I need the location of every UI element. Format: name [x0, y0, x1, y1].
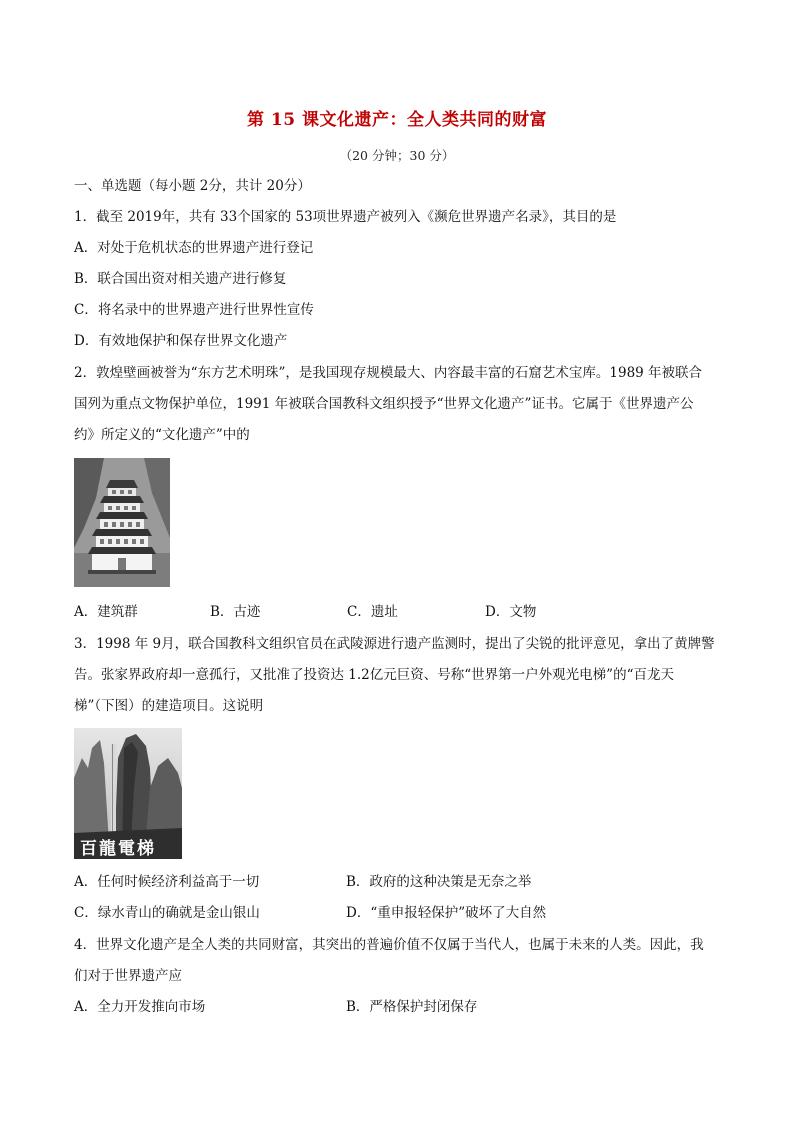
question-3-option-b: B．政府的这种决策是无奈之举	[346, 874, 532, 890]
question-3-stem-line-2: 告。张家界政府却一意孤行，又批准了投资达 1.2亿元巨资、号称“世界第一户外观光电梯”的“百龙天	[74, 667, 674, 683]
question-2-option-c: C．遗址	[347, 604, 398, 620]
question-1-stem: 1．截至 2019年，共有 33个国家的 53项世界遗产被列入《濒危世界遗产名录》，其目的是	[74, 209, 617, 225]
bailong-elevator-photo	[74, 728, 182, 859]
photo-caption: 百龍電梯	[80, 839, 156, 859]
question-1-option-a: A．对处于危机状态的世界遗产进行登记	[74, 240, 314, 256]
question-1-option-d: D．有效地保护和保存世界文化遗产	[74, 333, 288, 349]
question-3-stem-line-3: 梯”（下图）的建造项目。这说明	[74, 698, 264, 714]
question-2-option-a: A．建筑群	[74, 604, 138, 620]
question-4-option-a: A．全力开发推向市场	[74, 999, 206, 1015]
mogao-pagoda-photo	[74, 458, 170, 587]
question-1-option-c: C．将名录中的世界遗产进行世界性宣传	[74, 302, 314, 318]
question-2-option-d: D．文物	[485, 604, 537, 620]
question-2-option-b: B．古迹	[210, 604, 261, 620]
question-2-stem-line-3: 约》所定义的“文化遗产”中的	[74, 427, 250, 443]
question-4-stem-line-2: 们对于世界遗产应	[74, 968, 182, 984]
page-subtitle: （20 分钟；30 分）	[339, 148, 455, 163]
question-3-option-c: C．绿水青山的确就是金山银山	[74, 905, 260, 921]
question-4-stem-line-1: 4．世界文化遗产是全人类的共同财富，其突出的普遍价值不仅属于当代人，也属于未来的人类。因此，我	[74, 937, 704, 953]
question-3-stem-line-1: 3．1998 年 9月，联合国教科文组织官员在武陵源进行遗产监测时，提出了尖锐的批评意见，拿出了黄牌警	[74, 636, 715, 652]
question-1-option-b: B．联合国出资对相关遗产进行修复	[74, 271, 287, 287]
question-2-stem-line-1: 2．敦煌壁画被誉为“东方艺术明珠”，是我国现存规模最大、内容最丰富的石窟艺术宝库。1989 年被联合	[74, 365, 703, 381]
section-heading: 一、单选题（每小题 2分，共计 20分）	[74, 178, 311, 194]
question-4-option-b: B．严格保护封闭保存	[346, 999, 478, 1015]
question-2-stem-line-2: 国列为重点文物保护单位，1991 年被联合国教科文组织授予“世界文化遗产”证书。它属于《世界遗产公	[74, 396, 694, 412]
question-3-option-d: D．“重申报轻保护”破坏了大自然	[346, 905, 547, 921]
question-3-option-a: A．任何时候经济利益高于一切	[74, 874, 260, 890]
page-title: 第 15 课文化遗产：全人类共同的财富	[247, 110, 547, 130]
